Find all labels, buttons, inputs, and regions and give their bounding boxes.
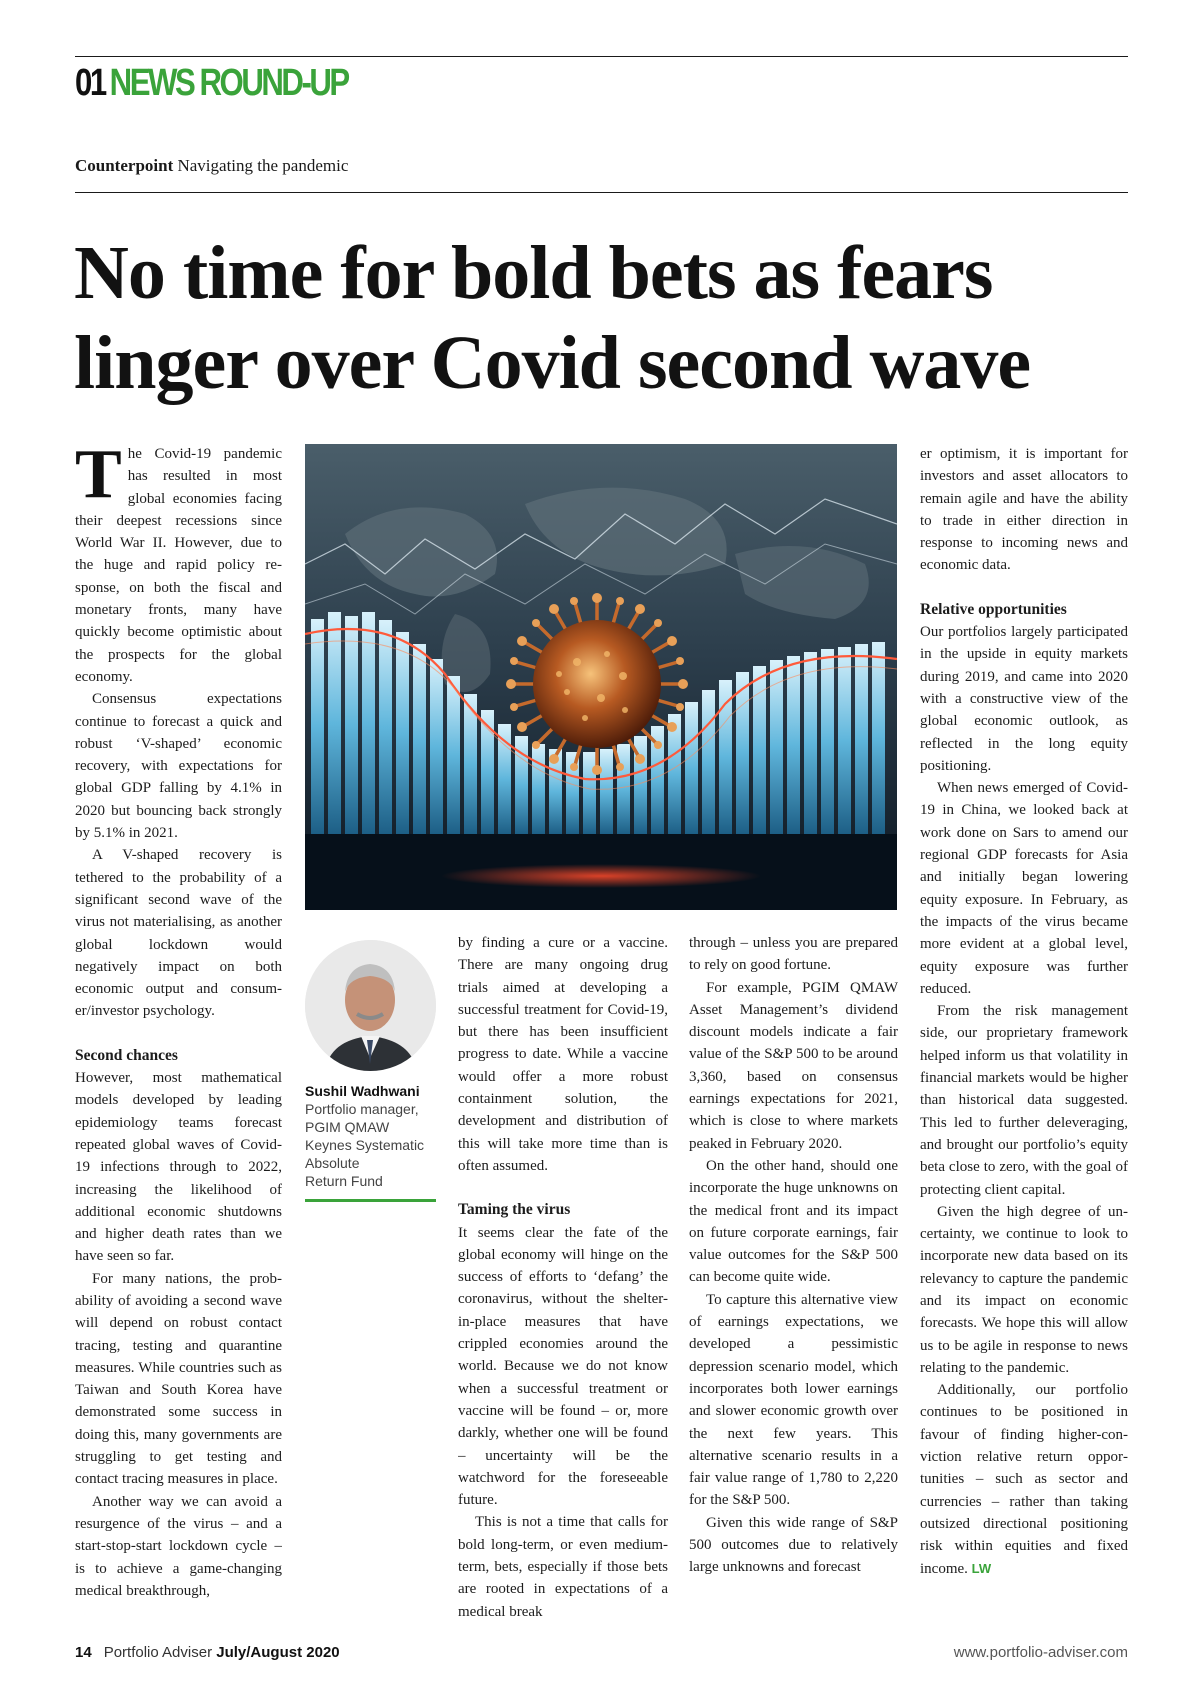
paragraph: A V-shaped recovery is tethered to the probability of a significant second wave of the virus not materialising, as another global lockdown would negatively impact on both economic output and consumer/investor psychology. (75, 847, 282, 1020)
paragraph (920, 1379, 1128, 1580)
paragraph: However, most mathematical models developed by leading epidemiology teams forecast repeated global waves of Covid-19 infections through to 2022, increasing the likelihood of additional economic shutdowns and higher death rates than we have seen so far. (75, 1070, 282, 1265)
paragraph: Consensus expectations continue to forecast a quick and robust ‘V-shaped’ economic recovery, with expectations for global GDP falling by 4.1% in 2020 but bouncing back strongly by 5.1% in 2021. (75, 691, 282, 842)
author-rule (305, 1199, 436, 1202)
paragraph: Given this wide range of S&P 500 outcomes due to relatively large unknowns and forecast (689, 1514, 898, 1576)
section-header (75, 62, 348, 108)
paragraph: On the other hand, should one incorporate the huge unknowns on the medical front and its impact on future corporate earnings, fair value outcomes for the S&P 500 can become quite wide. (689, 1157, 898, 1286)
author-name: Sushil Wadhwani (305, 1083, 420, 1099)
body-column-3 (458, 932, 668, 1622)
drop-cap: T (75, 443, 122, 513)
subheading: Relative opportunities (920, 600, 1067, 618)
paragraph: er optimism, it is important for investors and asset allocators to remain agile and have the ability to trade in either direction in response to incoming news and economic data. (920, 446, 1128, 574)
paragraph: For example, PGIM QMAW Asset Management’s dividend discount models indicate a fair value of the S&P 500 to be around 3,360, based on consensus earnings expectations for 2021, which is close to where markets peaked in February 2020. (689, 979, 898, 1152)
paragraph: To capture this alternative view of earnings expectations, we developed a pessimistic depression scenario model, which incorporates both lower earnings and slower economic growth over the next few years. This alternative scenario results in a fair value range of 1,780 to 2,220 for the S&P 500. (689, 1291, 898, 1509)
paragraph: by finding a cure or a vaccine. There are many ongoing drug trials aimed at developing a successful treatment for Covid-19, but there has been insufficient progress to date. While a vaccine would offer a more robust containment solution, the development and distribution of this will take more time than is often assumed. (458, 935, 668, 1174)
paragraph: When news emerged of Covid-19 in China, we looked back at work done on Sars to amend our regional GDP forecasts for Asia and initially began lowering equity exposure. In February, as the impacts of the virus became more evident at a global level, equity exposure was further reduced. (920, 780, 1128, 997)
footer-url[interactable]: www.portfolio-adviser.com (953, 1644, 1128, 1661)
virus-chart-illustration-icon (305, 444, 897, 910)
paragraph: Another way we can avoid a resurgence of the virus – and a start-stop-start lockdown cycle – is to achieve a game-changing medical breakthrough, (75, 1493, 282, 1599)
issue-date: July/August 2020 (216, 1644, 340, 1661)
paragraph: It seems clear the fate of the global economy will hinge on the success of efforts to ‘defang’ the coronavirus, without the shelter-in-place measures that have crippled economies around the world. Because we do not know when a successful treatment or vaccine will be found – or, more darkly, whether one will be found – uncertainty will be the watchword for the foreseeable future. (458, 1224, 668, 1509)
kicker-text: Navigating the pandemic (173, 156, 349, 175)
body-column-5 (920, 443, 1128, 1623)
headline-line-1: No time for bold bets as fears (74, 231, 993, 315)
section-title: NEWS ROUND-UP (109, 62, 348, 104)
paragraph-text: he Covid-19 pandemic has resulted in most global economies facing their deepest recessions since World War II. However, due to the huge and rapid policy response, on both the fiscal and monetary fronts, many have quickly become optimistic about the prospects for the global economy. (75, 446, 282, 685)
kicker-label: Counterpoint (75, 156, 174, 175)
author-photo (305, 940, 436, 1071)
subheading: Taming the virus (458, 1201, 571, 1219)
subheading: Second chances (75, 1046, 178, 1064)
body-column-4 (689, 932, 898, 1622)
author-portrait-icon (305, 940, 436, 1071)
paragraph: Given the high degree of uncertainty, we continue to look to incorporate new data based on its relevancy to capture the pandemic and its impact on economic forecasts. We hope this will allow us to be agile in response to news relating to the pandemic. (920, 1203, 1128, 1376)
footer-left (75, 1644, 340, 1661)
section-number: 01 (75, 62, 105, 104)
paragraph (75, 443, 282, 688)
author-role: Portfolio manager, PGIM QMAW Keynes Systematic Absolute Return Fund (305, 1101, 425, 1189)
body-column-1 (75, 443, 282, 1623)
headline (74, 228, 1174, 408)
paragraph-text: Additionally, our portfolio continues to be positioned in favour of finding higher-conviction relative return opportunities – such as sector and currencies – rather than taking outsized directional positioning risk within equities and fixed income. (920, 1382, 1128, 1577)
kicker (75, 156, 348, 176)
top-rule (75, 56, 1128, 57)
end-mark: LW (971, 1560, 992, 1576)
page-number: 14 (75, 1644, 92, 1661)
hero-image (305, 444, 897, 910)
paragraph: From the risk management side, our proprietary framework helped inform us that volatility in financial markets would be higher than historical data suggested. This led to further deleveraging, and brought our portfolio’s equity beta close to zero, with the goal of protecting client capital. (920, 1003, 1128, 1198)
publication-name: Portfolio Adviser (103, 1644, 217, 1661)
paragraph: Our portfolios largely participated in the upside in equity markets during 2019, and came into 2020 with a constructive view of the global economic outlook, as reflected in the long equity positioning. (920, 624, 1128, 774)
kicker-rule (75, 192, 1128, 193)
paragraph: For many nations, the probability of avoiding a second wave will depend on robust contact tracing, testing and quarantine measures. While countries such as Taiwan and South Korea have demonstrated some success in doing this, many governments are struggling to get testing and contact tracing measures in place. (75, 1270, 282, 1488)
paragraph: through – unless you are prepared to rely on good fortune. (689, 935, 898, 974)
author-caption (305, 1082, 437, 1190)
paragraph: This is not a time that calls for bold long-term, or even medium-term, bets, especially if those bets are rooted in expectations of a medical break (458, 1514, 668, 1620)
headline-line-2: linger over Covid second wave (74, 321, 1031, 405)
